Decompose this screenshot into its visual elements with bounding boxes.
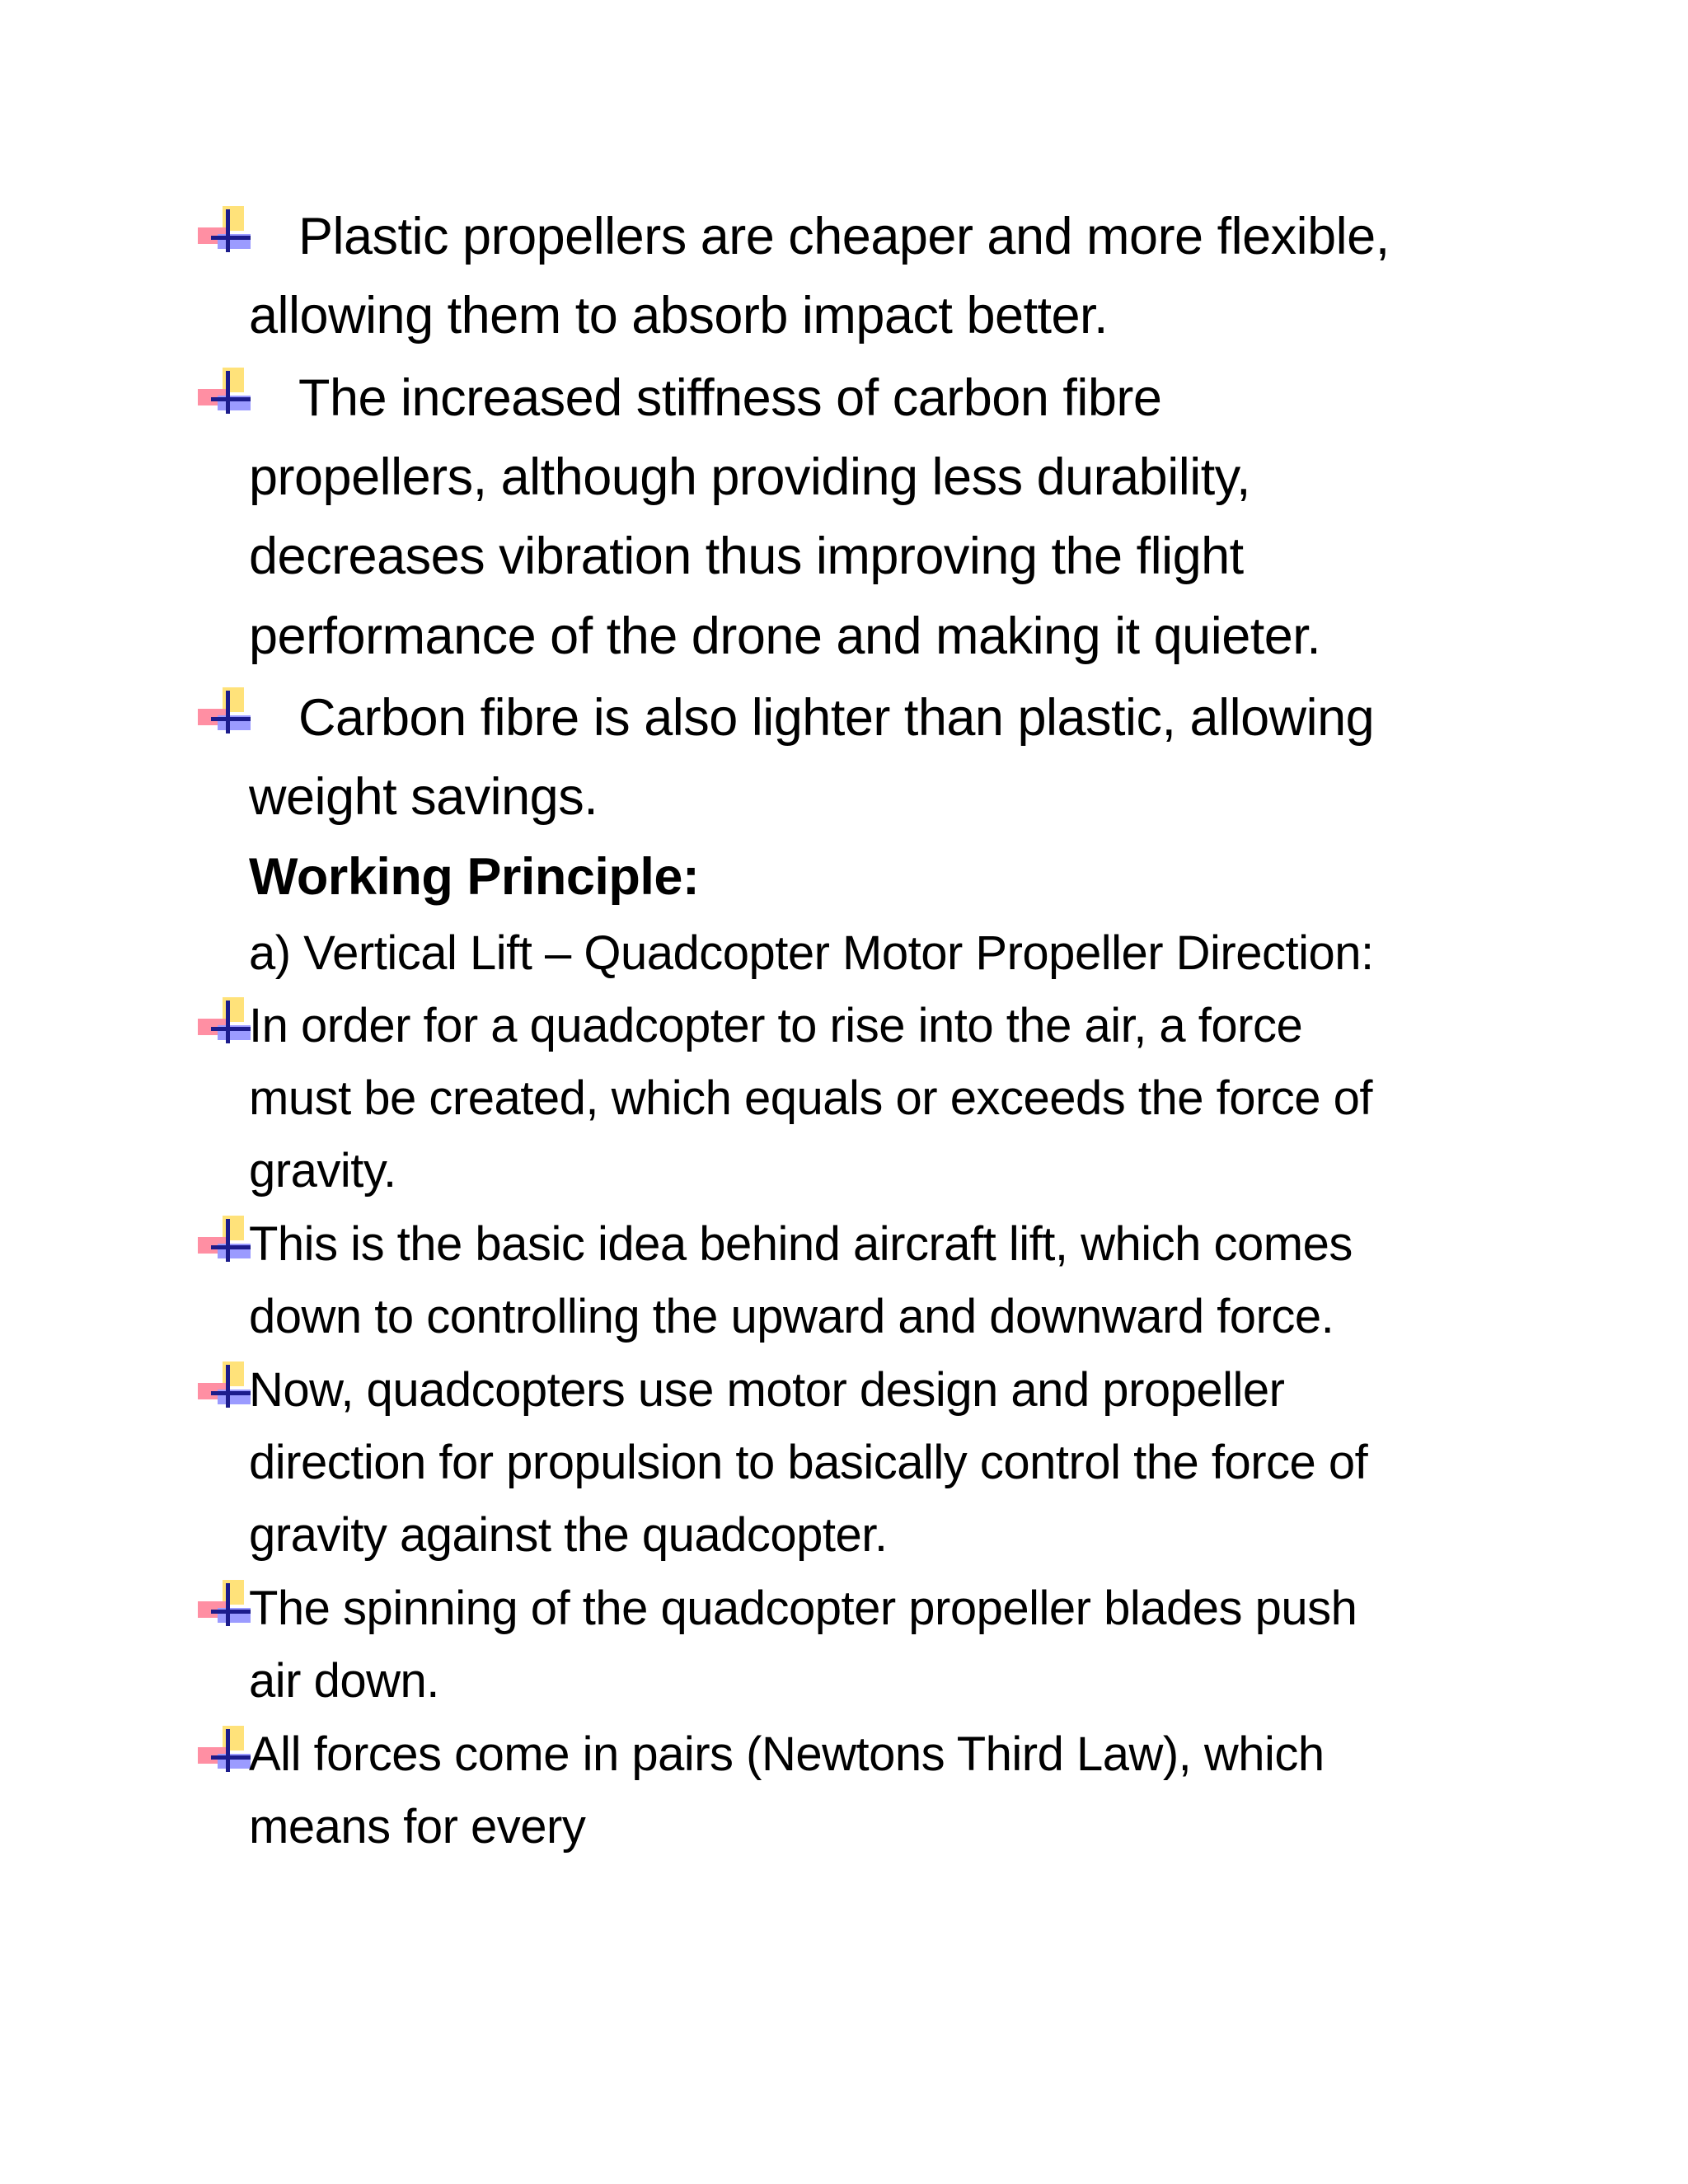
point-4-line-2: air down. [249,1654,439,1708]
section-heading: Working Principle: [249,848,700,906]
point-5-line-2: means for every [249,1800,586,1854]
cross-bullet-icon [198,366,254,415]
section-subheading: a) Vertical Lift – Quadcopter Motor Propeller Direction: [249,926,1374,980]
point-2-line-1: This is the basic idea behind aircraft lift, which comes [249,1217,1353,1271]
item-3-line-1: Carbon fibre is also lighter than plastic, allowing [298,689,1375,747]
point-5-line-1: All forces come in pairs (Newtons Third Law), which [249,1727,1325,1781]
point-3-line-1: Now, quadcopters use motor design and propeller [249,1363,1285,1417]
point-1-line-1: In order for a quadcopter to rise into the air, a force [249,999,1303,1052]
item-1-line-2: allowing them to absorb impact better. [249,287,1109,344]
item-2-line-2: propellers, although providing less durability, [249,448,1251,506]
cross-bullet-icon [198,686,254,735]
item-3-line-2: weight savings. [249,768,598,826]
cross-bullet-icon [198,1578,254,1628]
point-4-line-1: The spinning of the quadcopter propeller blades push [249,1582,1357,1635]
item-2-line-4: performance of the drone and making it quieter. [249,607,1321,665]
cross-bullet-icon [198,996,254,1045]
point-1-line-2: must be created, which equals or exceeds the force of [249,1071,1373,1125]
item-1-line-1: Plastic propellers are cheaper and more flexible, [298,208,1390,265]
cross-bullet-icon [198,204,254,254]
cross-bullet-icon [198,1724,254,1774]
cross-bullet-icon [198,1214,254,1263]
item-2-line-3: decreases vibration thus improving the flight [249,527,1244,585]
point-2-line-2: down to controlling the upward and downward force. [249,1290,1334,1343]
point-1-line-3: gravity. [249,1144,396,1197]
point-3-line-2: direction for propulsion to basically control the force of [249,1436,1368,1489]
item-2-line-1: The increased stiffness of carbon fibre [298,369,1162,427]
point-3-line-3: gravity against the quadcopter. [249,1508,888,1562]
cross-bullet-icon [198,1360,254,1409]
